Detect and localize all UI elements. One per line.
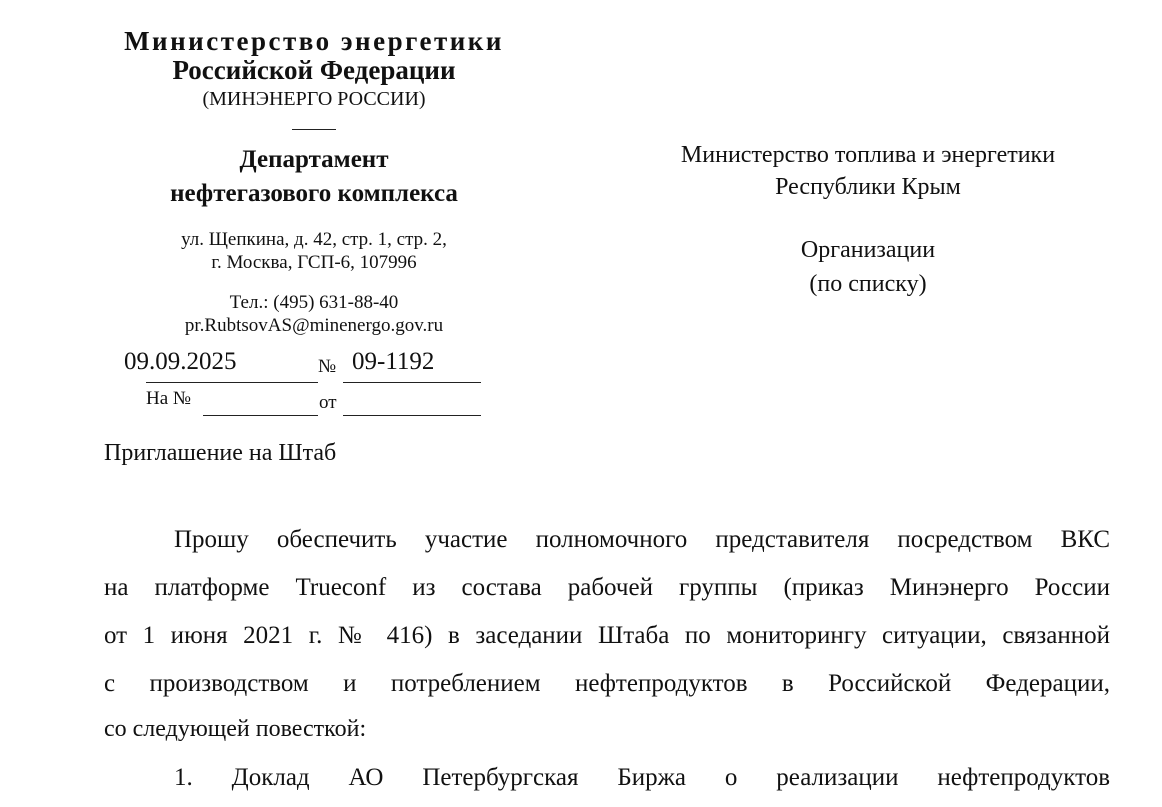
department-name-line2: нефтегазового комплекса [170, 180, 458, 207]
letterhead-divider [292, 129, 336, 130]
document-date: 09.09.2025 [124, 348, 237, 375]
agenda-item: 1. Доклад АО Петербургская Биржа о реализации нефтепродуктов [174, 764, 1110, 791]
recipient-line3: Организации [800, 237, 936, 263]
address-line1: ул. Щепкина, д. 42, стр. 1, стр. 2, [181, 229, 447, 250]
letter-subject: Приглашение на Штаб [104, 440, 337, 466]
recipient-line1: Министерство топлива и энергетики [680, 142, 1056, 168]
body-line: Прошу обеспечить участие полномочного представителя посредством ВКС [174, 526, 1110, 553]
address-line2: г. Москва, ГСП-6, 107996 [211, 252, 417, 273]
recipient-line4: (по списку) [809, 271, 927, 297]
document-number: 09-1192 [352, 348, 435, 375]
number-sign-label: № [318, 356, 337, 377]
phone-number: Тел.: (495) 631-88-40 [229, 292, 399, 313]
reference-date-underline [343, 415, 481, 416]
number-underline [343, 382, 481, 383]
reference-number-underline [203, 415, 318, 416]
ministry-name-line1: Министерство энергетики [124, 26, 504, 56]
reference-date-label: от [319, 392, 337, 413]
recipient-line2: Республики Крым [775, 174, 961, 200]
department-name-line1: Департамент [239, 146, 389, 173]
body-line: с производством и потреблением нефтепродуктов в Российской Федерации, [104, 670, 1110, 697]
body-line: от 1 июня 2021 г. № 416) в заседании Штаба по мониторингу ситуации, связанной [104, 622, 1110, 649]
date-underline [146, 382, 318, 383]
ministry-abbreviation: (МИНЭНЕРГО РОССИИ) [202, 88, 426, 110]
reference-number-label: На № [146, 388, 192, 409]
email-address: pr.RubtsovAS@minenergo.gov.ru [184, 315, 444, 336]
body-line: со следующей повесткой: [104, 716, 367, 742]
ministry-name-line2: Российской Федерации [172, 55, 456, 85]
body-line: на платформе Trueconf из состава рабочей группы (приказ Минэнерго России [104, 574, 1110, 601]
